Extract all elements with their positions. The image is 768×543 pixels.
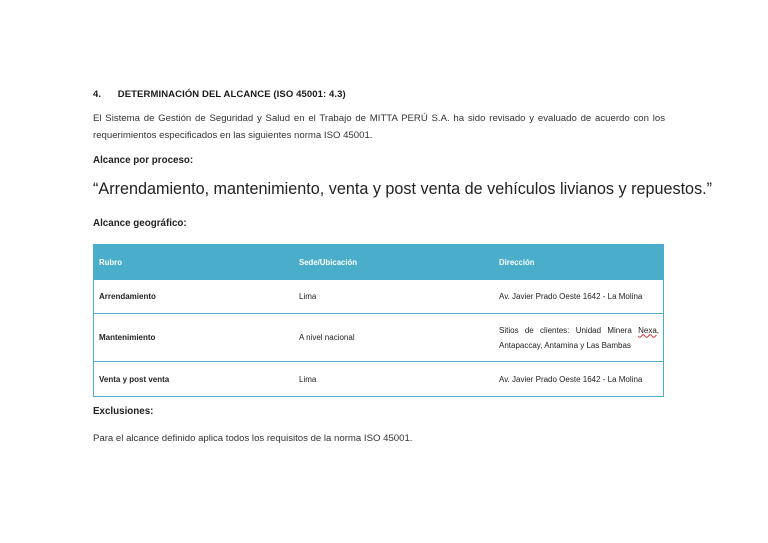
intro-paragraph: El Sistema de Gestión de Seguridad y Salud en el Trabajo de MITTA PERÚ S.A. ha sido revisado y evaluado de acuerdo con los requerimientos especificados en las siguientes norma ISO 45001.	[93, 113, 665, 141]
cell-sede: Lima	[294, 280, 494, 314]
cell-rubro: Arrendamiento	[94, 280, 295, 314]
table-header-row	[94, 245, 664, 280]
header-direccion: Dirección	[494, 245, 664, 280]
process-scope-quote: “Arrendamiento, mantenimiento, venta y post venta de vehículos livianos y repuestos.”	[93, 180, 713, 198]
cell-sede: Lima	[294, 362, 494, 397]
section-number: 4.	[93, 89, 102, 100]
table-row	[94, 280, 664, 314]
process-scope-label: Alcance por proceso:	[93, 155, 194, 166]
cell-direccion: Av. Javier Prado Oeste 1642 - La Molina	[494, 280, 664, 314]
exclusions-label: Exclusiones:	[93, 406, 154, 417]
table-row	[94, 362, 664, 397]
cell-rubro: Mantenimiento	[94, 314, 295, 362]
table-row	[94, 314, 664, 362]
section-heading	[93, 89, 346, 100]
cell-direccion	[494, 314, 664, 362]
cell-sede: A nivel nacional	[294, 314, 494, 362]
direccion-suffix: Antapaccay, Antamina y Las Bambas	[499, 340, 631, 350]
geo-scope-label: Alcance geográfico:	[93, 218, 187, 229]
header-rubro: Rubro	[94, 245, 295, 280]
cell-rubro: Venta y post venta	[94, 362, 295, 397]
spellcheck-flagged-word: Nexa,	[638, 325, 659, 335]
section-title: DETERMINACIÓN DEL ALCANCE (ISO 45001: 4.3)	[117, 89, 346, 100]
geo-scope-table	[93, 244, 664, 397]
exclusions-text: Para el alcance definido aplica todos los requisitos de la norma ISO 45001.	[93, 433, 413, 444]
direccion-prefix: Sitios de clientes: Unidad Minera	[499, 325, 639, 335]
header-sede: Sede/Ubicación	[294, 245, 494, 280]
cell-direccion: Av. Javier Prado Oeste 1642 - La Molina	[494, 362, 664, 397]
